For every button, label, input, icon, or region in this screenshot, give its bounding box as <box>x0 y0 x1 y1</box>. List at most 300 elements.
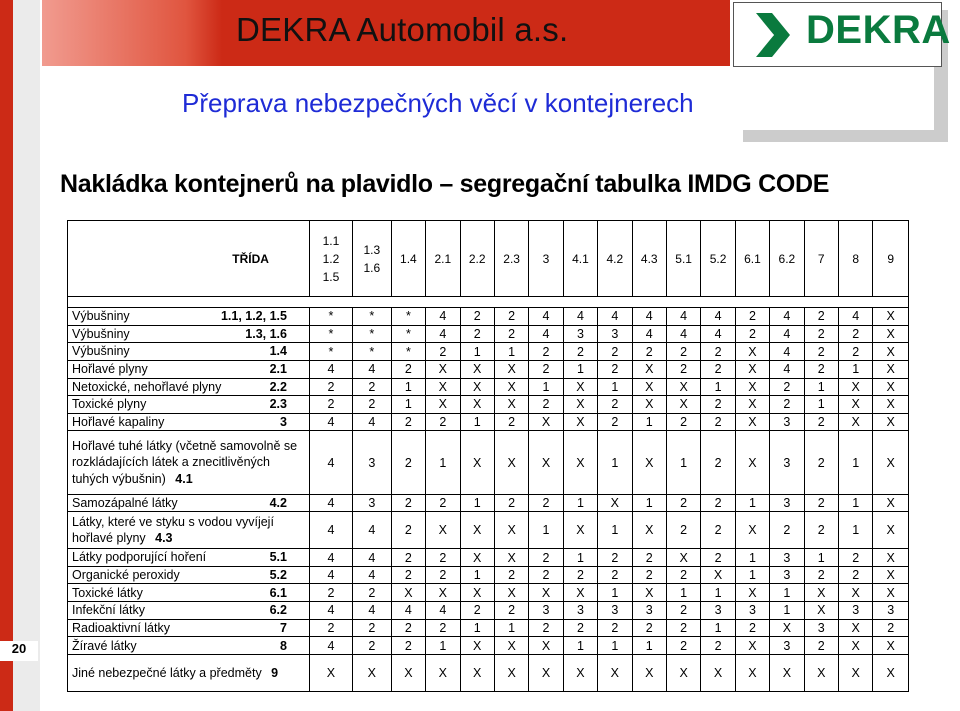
segregation-cell: * <box>391 308 425 326</box>
column-header: 2.3 <box>494 221 528 297</box>
presentation-subtitle: Přeprava nebezpečných věcí v kontejnerech <box>182 88 694 118</box>
segregation-cell: 2 <box>529 396 563 414</box>
table-corner-label: TŘÍDA <box>68 221 310 297</box>
segregation-cell: 1 <box>735 566 769 584</box>
segregation-cell: 3 <box>770 431 804 494</box>
segregation-cell: X <box>770 654 804 691</box>
segregation-cell: X <box>632 584 666 602</box>
segregation-cell: X <box>735 637 769 655</box>
table-row <box>68 360 909 378</box>
segregation-cell: X <box>735 360 769 378</box>
segregation-cell: X <box>460 512 494 549</box>
segregation-cell: 2 <box>460 325 494 343</box>
segregation-cell: 1 <box>770 602 804 620</box>
segregation-cell: 2 <box>701 396 735 414</box>
segregation-cell: 2 <box>838 325 872 343</box>
segregation-cell: 4 <box>666 308 700 326</box>
segregation-cell: X <box>804 584 838 602</box>
segregation-cell: X <box>494 378 528 396</box>
segregation-cell: 3 <box>770 566 804 584</box>
segregation-cell: 2 <box>426 619 460 637</box>
segregation-cell: 2 <box>529 360 563 378</box>
row-class-code: 4.3 <box>155 531 173 546</box>
segregation-cell: X <box>460 584 494 602</box>
segregation-cell: 1 <box>632 494 666 512</box>
segregation-cell: X <box>701 566 735 584</box>
segregation-cell: X <box>529 584 563 602</box>
segregation-cell: 2 <box>426 494 460 512</box>
row-class-name: Radioaktivní látky <box>72 620 170 635</box>
segregation-cell: 4 <box>352 512 391 549</box>
segregation-cell: X <box>770 619 804 637</box>
row-class-code: 2.1 <box>269 362 287 377</box>
segregation-cell: X <box>494 654 528 691</box>
segregation-cell: X <box>494 512 528 549</box>
segregation-cell: 1 <box>701 378 735 396</box>
row-class-code: 2.2 <box>269 379 287 394</box>
segregation-cell: X <box>873 431 909 494</box>
segregation-cell: 1 <box>701 619 735 637</box>
row-label <box>68 343 310 361</box>
segregation-cell: 2 <box>352 378 391 396</box>
segregation-cell: 1 <box>598 431 632 494</box>
segregation-cell: X <box>494 396 528 414</box>
column-header: 3 <box>529 221 563 297</box>
segregation-cell: 1 <box>494 343 528 361</box>
segregation-cell: 2 <box>701 413 735 431</box>
segregation-cell: X <box>873 654 909 691</box>
segregation-cell: 2 <box>804 431 838 494</box>
segregation-cell: 2 <box>770 512 804 549</box>
segregation-cell: 2 <box>494 602 528 620</box>
segregation-cell: 2 <box>735 308 769 326</box>
row-class-code: 6.1 <box>269 585 287 600</box>
segregation-cell: * <box>391 343 425 361</box>
segregation-cell: 2 <box>529 549 563 567</box>
segregation-cell: 4 <box>701 308 735 326</box>
segregation-cell: * <box>352 308 391 326</box>
segregation-cell: 4 <box>770 325 804 343</box>
segregation-cell: X <box>598 494 632 512</box>
segregation-cell: X <box>391 584 425 602</box>
row-class-name: Žíravé látky <box>72 638 137 653</box>
row-class-name: Infekční látky <box>72 603 145 618</box>
column-header: 1.3 1.6 <box>352 221 391 297</box>
segregation-cell: 2 <box>804 343 838 361</box>
row-class-code: 4.2 <box>269 495 287 510</box>
segregation-cell: 2 <box>666 343 700 361</box>
segregation-cell: 2 <box>666 360 700 378</box>
segregation-cell: 2 <box>838 566 872 584</box>
row-label <box>68 602 310 620</box>
segregation-cell: 3 <box>873 602 909 620</box>
segregation-cell: 4 <box>309 413 352 431</box>
segregation-cell: 3 <box>735 602 769 620</box>
segregation-cell: 2 <box>426 566 460 584</box>
segregation-cell: 4 <box>666 325 700 343</box>
segregation-cell: X <box>352 654 391 691</box>
segregation-cell: 2 <box>391 494 425 512</box>
column-header: 2.1 <box>426 221 460 297</box>
row-label-wrap <box>72 414 307 430</box>
segregation-cell: X <box>563 654 597 691</box>
segregation-cell: X <box>460 396 494 414</box>
row-class-code: 4.1 <box>175 471 193 486</box>
row-label-wrap <box>72 308 307 324</box>
segregation-cell: 1 <box>426 431 460 494</box>
segregation-cell: 2 <box>529 343 563 361</box>
row-class-code: 5.2 <box>269 568 287 583</box>
segregation-cell: X <box>426 360 460 378</box>
segregation-cell: 3 <box>838 602 872 620</box>
row-class-code: 5.1 <box>269 550 287 565</box>
table-row <box>68 566 909 584</box>
row-label <box>68 431 310 494</box>
column-header: 7 <box>804 221 838 297</box>
segregation-cell: 1 <box>426 637 460 655</box>
segregation-cell: X <box>666 378 700 396</box>
segregation-cell: 2 <box>632 343 666 361</box>
segregation-cell: * <box>309 308 352 326</box>
segregation-cell: X <box>873 549 909 567</box>
segregation-cell: 1 <box>804 396 838 414</box>
row-class-code: 6.2 <box>269 603 287 618</box>
segregation-cell: X <box>838 619 872 637</box>
segregation-cell: 1 <box>460 619 494 637</box>
segregation-cell: X <box>804 654 838 691</box>
segregation-cell: 4 <box>632 308 666 326</box>
segregation-cell: 4 <box>352 566 391 584</box>
segregation-cell: 2 <box>391 619 425 637</box>
segregation-cell: 2 <box>873 619 909 637</box>
dekra-logo-text: DEKRA <box>806 8 951 52</box>
segregation-cell: 2 <box>460 308 494 326</box>
segregation-cell: 4 <box>563 308 597 326</box>
segregation-cell: X <box>838 584 872 602</box>
segregation-cell: X <box>460 431 494 494</box>
segregation-cell: X <box>309 654 352 691</box>
segregation-cell: X <box>666 396 700 414</box>
segregation-cell: 2 <box>391 413 425 431</box>
row-class-code: 2.3 <box>269 397 287 412</box>
row-class-name: Hořlavé tuhé látky (včetně samovolně se rozkládajících látek a znecitlivěných tuhých výbušnin) <box>72 439 298 486</box>
row-label-wrap <box>72 361 307 377</box>
segregation-cell: 2 <box>352 637 391 655</box>
segregation-cell: 2 <box>666 413 700 431</box>
segregation-cell: 2 <box>529 494 563 512</box>
segregation-cell: X <box>460 654 494 691</box>
segregation-cell: 1 <box>804 549 838 567</box>
segregation-cell: X <box>735 431 769 494</box>
segregation-cell: 2 <box>309 396 352 414</box>
segregation-cell: 3 <box>563 602 597 620</box>
row-class-name: Toxické plyny <box>72 397 147 412</box>
segregation-cell: 2 <box>309 378 352 396</box>
row-class-name: Výbušniny <box>72 309 130 324</box>
segregation-cell: X <box>804 602 838 620</box>
header-gradient <box>42 0 222 66</box>
row-label-wrap <box>72 326 307 342</box>
row-class-code: 1.4 <box>269 344 287 359</box>
segregation-cell: * <box>309 325 352 343</box>
column-header: 6.1 <box>735 221 769 297</box>
row-class-name: Hořlavé plyny <box>72 362 148 377</box>
segregation-cell: 1 <box>632 637 666 655</box>
segregation-cell: 4 <box>426 308 460 326</box>
segregation-cell: 2 <box>701 431 735 494</box>
segregation-cell: 3 <box>770 549 804 567</box>
segregation-cell: 1 <box>460 566 494 584</box>
segregation-cell: X <box>873 378 909 396</box>
segregation-cell: 1 <box>460 413 494 431</box>
page-number: 20 <box>0 641 38 661</box>
segregation-cell: X <box>529 637 563 655</box>
segregation-cell: 1 <box>632 413 666 431</box>
segregation-cell: 3 <box>352 431 391 494</box>
segregation-cell: * <box>352 343 391 361</box>
segregation-cell: X <box>873 566 909 584</box>
segregation-cell: X <box>666 549 700 567</box>
segregation-cell: 3 <box>804 619 838 637</box>
row-label-wrap <box>72 567 307 583</box>
row-label-wrap <box>72 343 307 359</box>
segregation-cell: 2 <box>598 396 632 414</box>
segregation-cell: 2 <box>426 343 460 361</box>
segregation-cell: X <box>632 431 666 494</box>
table-row <box>68 343 909 361</box>
segregation-cell: 2 <box>632 619 666 637</box>
table-row <box>68 549 909 567</box>
segregation-cell: 2 <box>598 566 632 584</box>
segregation-cell: X <box>838 378 872 396</box>
segregation-cell: 2 <box>804 637 838 655</box>
segregation-cell: 2 <box>426 549 460 567</box>
segregation-cell: 1 <box>563 494 597 512</box>
segregation-cell: 1 <box>563 549 597 567</box>
row-class-name: Samozápalné látky <box>72 495 178 510</box>
table-row <box>68 602 909 620</box>
segregation-cell: 2 <box>529 566 563 584</box>
segregation-cell: 4 <box>309 512 352 549</box>
segregation-cell: 2 <box>529 619 563 637</box>
table-row <box>68 619 909 637</box>
segregation-cell: 2 <box>804 413 838 431</box>
segregation-cell: 2 <box>598 549 632 567</box>
segregation-cell: 1 <box>666 584 700 602</box>
segregation-cell: 2 <box>804 512 838 549</box>
segregation-cell: 2 <box>563 619 597 637</box>
segregation-cell: X <box>563 431 597 494</box>
segregation-cell: X <box>838 413 872 431</box>
segregation-cell: 1 <box>804 378 838 396</box>
segregation-cell: 2 <box>701 494 735 512</box>
segregation-cell: X <box>632 512 666 549</box>
segregation-cell: X <box>494 637 528 655</box>
segregation-cell: 1 <box>838 431 872 494</box>
segregation-cell: X <box>494 431 528 494</box>
row-class-code: 1.1, 1.2, 1.5 <box>220 309 287 324</box>
left-sidebar <box>0 0 42 711</box>
segregation-cell: 4 <box>352 360 391 378</box>
segregation-cell: 2 <box>735 619 769 637</box>
segregation-cell: 2 <box>701 360 735 378</box>
row-label <box>68 325 310 343</box>
row-label-wrap <box>72 620 307 636</box>
table-body <box>68 308 909 692</box>
column-header: 4.3 <box>632 221 666 297</box>
row-class-name: Látky podporující hoření <box>72 550 207 565</box>
segregation-cell: 1 <box>838 360 872 378</box>
row-class-code: 9 <box>271 665 279 680</box>
segregation-cell: 4 <box>426 602 460 620</box>
column-header: 5.2 <box>701 221 735 297</box>
segregation-cell: 2 <box>701 343 735 361</box>
segregation-cell: X <box>735 396 769 414</box>
row-class-code: 1.3, 1.6 <box>245 326 287 341</box>
row-label <box>68 396 310 414</box>
dekra-logo <box>733 2 951 67</box>
section-title: Nakládka kontejnerů na plavidlo – segregační tabulka IMDG CODE <box>60 170 830 198</box>
row-label <box>68 549 310 567</box>
segregation-cell: 2 <box>352 396 391 414</box>
dekra-logo-icon <box>752 11 794 59</box>
table-row <box>68 308 909 326</box>
table-row <box>68 396 909 414</box>
segregation-cell: 2 <box>563 343 597 361</box>
segregation-cell: 4 <box>529 308 563 326</box>
row-class-name: Výbušniny <box>72 344 130 359</box>
segregation-cell: X <box>873 343 909 361</box>
segregation-cell: X <box>426 584 460 602</box>
segregation-cell: 2 <box>309 584 352 602</box>
row-label <box>68 360 310 378</box>
segregation-cell: 2 <box>701 637 735 655</box>
segregation-cell: 3 <box>563 325 597 343</box>
segregation-cell: X <box>838 654 872 691</box>
segregation-cell: 2 <box>352 584 391 602</box>
segregation-cell: 1 <box>598 512 632 549</box>
segregation-cell: 4 <box>309 637 352 655</box>
row-label <box>68 512 310 549</box>
row-label-wrap <box>72 602 307 618</box>
segregation-cell: 2 <box>598 360 632 378</box>
row-label-wrap <box>72 495 307 511</box>
segregation-cell: X <box>632 654 666 691</box>
row-label <box>68 566 310 584</box>
row-label <box>68 413 310 431</box>
segregation-cell: 2 <box>426 413 460 431</box>
segregation-cell: 2 <box>632 566 666 584</box>
segregation-cell: X <box>873 360 909 378</box>
segregation-cell: 4 <box>309 549 352 567</box>
segregation-cell: X <box>460 378 494 396</box>
segregation-cell: 2 <box>666 512 700 549</box>
row-class-code: 7 <box>280 620 287 635</box>
segregation-cell: 3 <box>352 494 391 512</box>
table-spacer-row <box>68 297 909 308</box>
segregation-cell: 1 <box>391 396 425 414</box>
segregation-cell: 2 <box>494 494 528 512</box>
row-class-name: Látky, které ve styku s vodou vyvíjejí hořlavé plyny <box>72 515 274 546</box>
segregation-cell: 2 <box>701 549 735 567</box>
table-row <box>68 512 909 549</box>
segregation-cell: X <box>563 396 597 414</box>
segregation-cell: X <box>666 654 700 691</box>
segregation-cell: 1 <box>563 637 597 655</box>
segregation-cell: 2 <box>804 308 838 326</box>
segregation-cell: X <box>494 549 528 567</box>
segregation-cell: X <box>632 378 666 396</box>
segregation-cell: 2 <box>460 602 494 620</box>
segregation-cell: X <box>873 308 909 326</box>
row-label <box>68 584 310 602</box>
row-class-code: 3 <box>280 414 287 429</box>
segregation-cell: 4 <box>391 602 425 620</box>
segregation-cell: 2 <box>735 325 769 343</box>
row-class-name: Netoxické, nehořlavé plyny <box>72 379 222 394</box>
row-label-wrap <box>72 379 307 395</box>
table-row <box>68 637 909 655</box>
segregation-cell: 1 <box>529 378 563 396</box>
segregation-cell: 2 <box>598 619 632 637</box>
segregation-cell: X <box>873 494 909 512</box>
segregation-cell: 2 <box>391 360 425 378</box>
segregation-cell: X <box>494 584 528 602</box>
segregation-cell: 2 <box>666 566 700 584</box>
segregation-cell: X <box>391 654 425 691</box>
segregation-cell: X <box>426 512 460 549</box>
segregation-cell: 4 <box>352 549 391 567</box>
row-class-name: Jiné nebezpečné látky a předměty <box>72 665 266 680</box>
segregation-cell: 2 <box>666 619 700 637</box>
segregation-cell: X <box>735 378 769 396</box>
sidebar-gray-stripe <box>13 0 40 711</box>
segregation-cell: 3 <box>770 413 804 431</box>
segregation-cell: 4 <box>309 602 352 620</box>
segregation-cell: X <box>529 654 563 691</box>
segregation-cell: 3 <box>598 325 632 343</box>
table-row <box>68 654 909 691</box>
segregation-cell: 1 <box>598 637 632 655</box>
segregation-cell: 2 <box>391 512 425 549</box>
segregation-cell: X <box>426 396 460 414</box>
segregation-cell: 1 <box>460 494 494 512</box>
row-class-name: Toxické látky <box>72 585 143 600</box>
segregation-cell: X <box>735 654 769 691</box>
segregation-cell: 3 <box>701 602 735 620</box>
segregation-cell: 2 <box>391 549 425 567</box>
column-header: 4.1 <box>563 221 597 297</box>
segregation-cell: X <box>632 396 666 414</box>
sidebar-red-stripe <box>0 0 13 711</box>
segregation-cell: X <box>632 360 666 378</box>
segregation-cell: 2 <box>598 343 632 361</box>
segregation-cell: * <box>309 343 352 361</box>
segregation-cell: 2 <box>494 566 528 584</box>
segregation-cell: 2 <box>666 494 700 512</box>
segregation-cell: X <box>563 378 597 396</box>
segregation-cell: 2 <box>804 566 838 584</box>
segregation-cell: 2 <box>563 566 597 584</box>
segregation-cell: 1 <box>460 343 494 361</box>
segregation-cell: X <box>426 378 460 396</box>
column-header: 2.2 <box>460 221 494 297</box>
segregation-cell: 2 <box>632 549 666 567</box>
segregation-cell: 1 <box>563 360 597 378</box>
segregation-cell: X <box>494 360 528 378</box>
table-row <box>68 494 909 512</box>
segregation-cell: 1 <box>529 512 563 549</box>
